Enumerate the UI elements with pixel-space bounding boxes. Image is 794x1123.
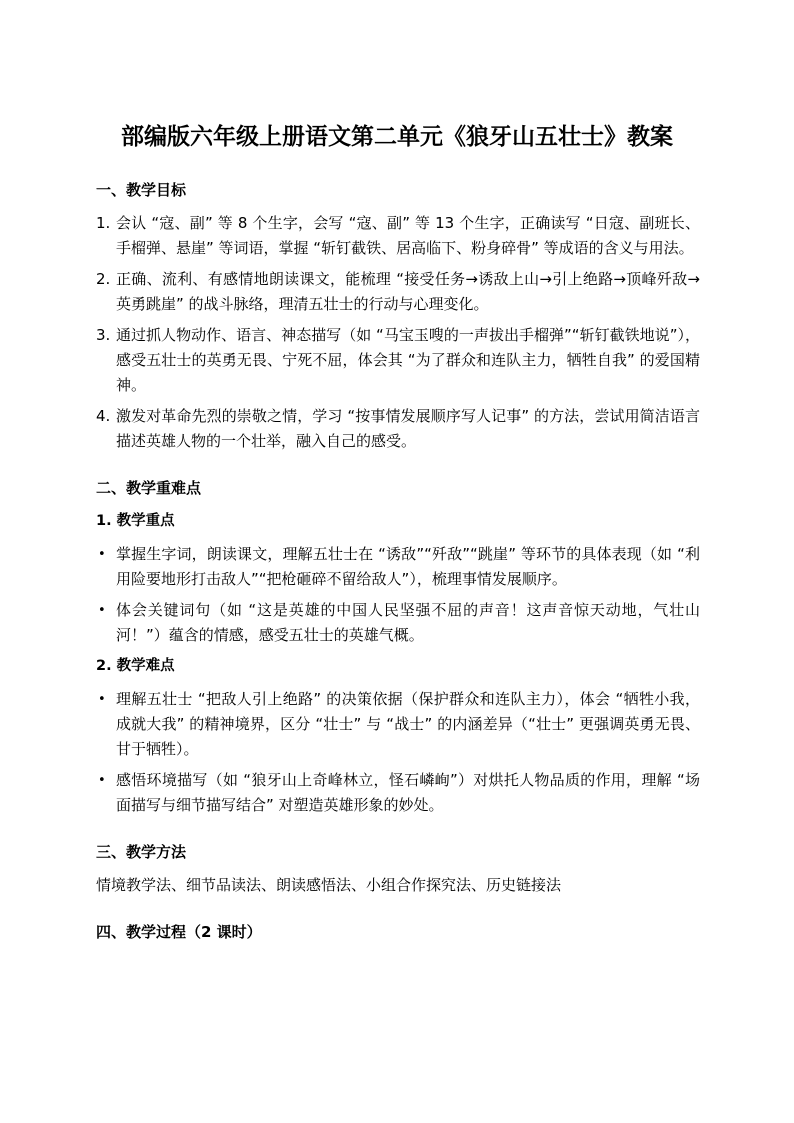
section-heading: 二、教学重难点: [96, 479, 202, 497]
list-item-text: 正确、流利、有感情地朗读课文，能梳理 “接受任务→诱敌上山→引上绝路→顶峰歼敌→英勇跳崖” 的战斗脉络，理清五壮士的行动与心理变化。: [116, 270, 700, 313]
list-number: 3.: [96, 326, 111, 344]
list-number: 2.: [96, 270, 111, 288]
section-heading: 四、教学过程（2 课时）: [96, 923, 262, 941]
bullet-dot: •: [98, 603, 106, 618]
bullet-dot: •: [98, 547, 106, 562]
bullet-dot: •: [98, 773, 106, 788]
list-item-text: 会认 “寇、副” 等 8 个生字，会写 “寇、副” 等 13 个生字，正确读写 “日寇、副班长、手榴弹、悬崖” 等词语，掌握 “斩钉截铁、居高临下、粉身碎骨” 等成语的含义与用法。: [116, 214, 700, 257]
section-heading: 三、教学方法: [96, 843, 187, 861]
bullet-item-text: 理解五壮士 “把敌人引上绝路” 的决策依据（保护群众和连队主力），体会 “牺牲小我，成就大我” 的精神境界，区分 “壮士” 与 “战士” 的内涵差异（“壮士” 更强调英勇无畏、甘于牺牲）。: [116, 690, 700, 758]
bullet-item: [96, 768, 700, 818]
list-item: [96, 323, 700, 398]
bullet-item: [96, 687, 700, 762]
section-key-difficult-points: [96, 476, 700, 818]
bullet-item-text: 感悟环境描写（如 “狼牙山上奇峰林立，怪石嶙峋”）对烘托人物品质的作用，理解 “场面描写与细节描写结合” 对塑造英雄形象的妙处。: [116, 771, 700, 814]
section-heading: 一、教学目标: [96, 181, 187, 199]
subsection-heading: 1. 教学重点: [96, 513, 175, 529]
bullet-item-text: 体会关键词句（如 “这是英雄的中国人民坚强不屈的声音！这声音惊天动地，气壮山河！”）蕴含的情感，感受五壮士的英雄气概。: [116, 601, 700, 644]
list-item: [96, 267, 700, 317]
document-body: [96, 178, 700, 967]
list-item-text: 通过抓人物动作、语言、神态描写（如 “马宝玉嗖的一声拔出手榴弹”“斩钉截铁地说”），感受五壮士的英勇无畏、宁死不屈，体会其 “为了群众和连队主力，牺牲自我” 的爱国精神。: [116, 326, 700, 394]
list-number: 1.: [96, 214, 111, 232]
document-title: 部编版六年级上册语文第二单元《狼牙山五壮士》教案: [121, 123, 673, 150]
bullet-item: [96, 542, 700, 592]
bullet-item: [96, 598, 700, 648]
section-teaching-process: [96, 920, 700, 945]
bullet-item-text: 掌握生字词，朗读课文，理解五壮士在 “诱敌”“歼敌”“跳崖” 等环节的具体表现（如 “利用险要地形打击敌人”“把枪砸碎不留给敌人”），梳理事情发展顺序。: [116, 545, 700, 588]
subsection-heading: 2. 教学难点: [96, 658, 175, 674]
list-item: [96, 211, 700, 261]
section-teaching-objectives: [96, 178, 700, 454]
list-number: 4.: [96, 407, 111, 425]
list-item-text: 激发对革命先烈的崇敬之情，学习 “按事情发展顺序写人记事” 的方法，尝试用简洁语言描述英雄人物的一个壮举，融入自己的感受。: [116, 407, 700, 450]
methods-text: 情境教学法、细节品读法、朗读感悟法、小组合作探究法、历史链接法: [96, 876, 562, 894]
list-item: [96, 404, 700, 454]
bullet-dot: •: [98, 692, 106, 707]
section-teaching-methods: [96, 840, 700, 898]
